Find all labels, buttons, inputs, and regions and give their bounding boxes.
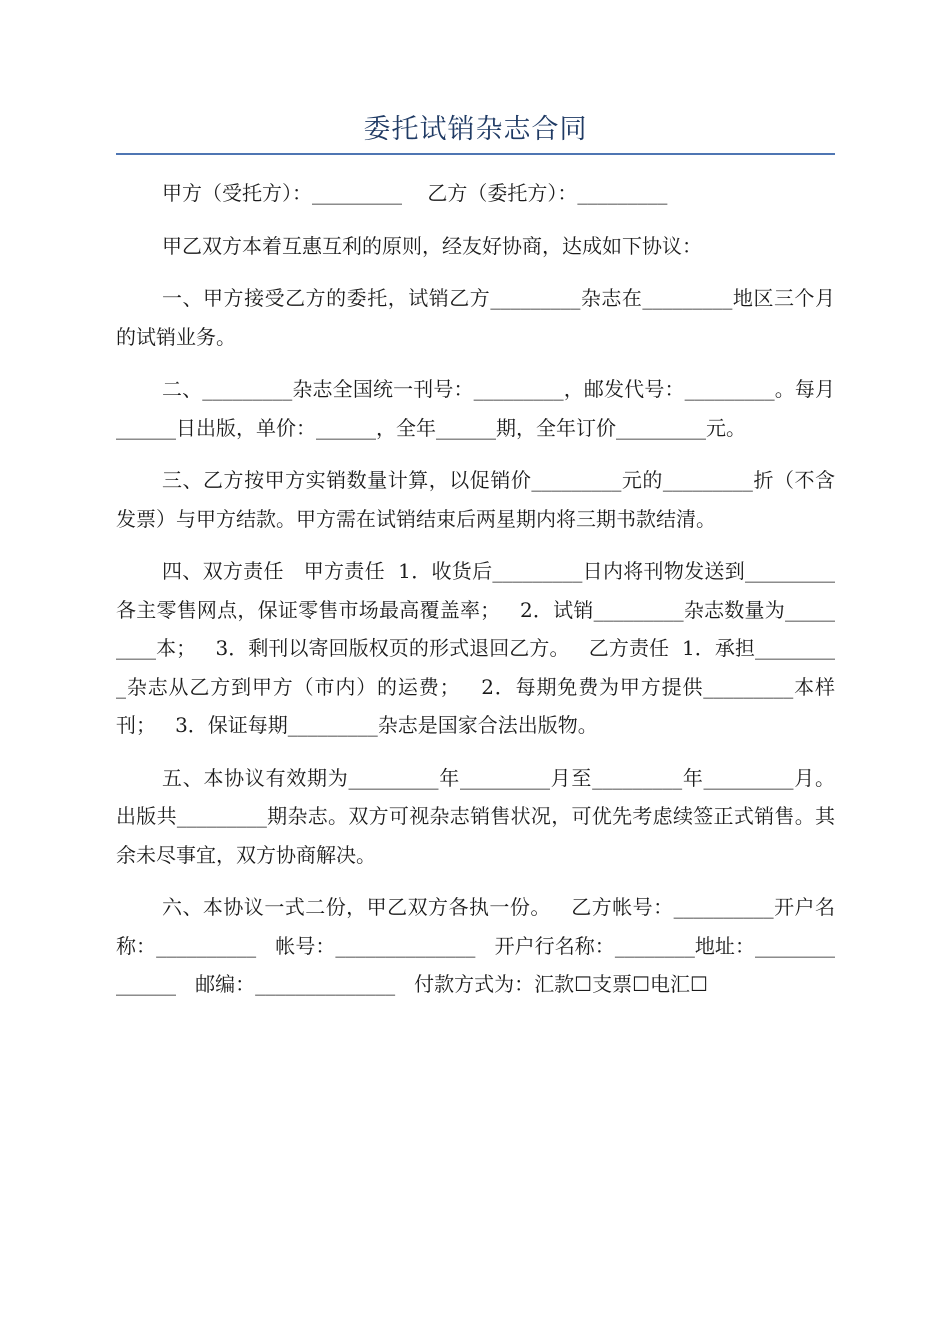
- clause-3-paragraph: 三、乙方按甲方实销数量计算，以促销价_________元的_________折（不含发票）与甲方结款。甲方需在试销结束后两星期内将三期书款结清。: [116, 468, 835, 531]
- document-body: [116, 174, 835, 1018]
- title-underline: [116, 153, 835, 155]
- clause-4-paragraph: 四、双方责任 甲方责任 1．收货后_________日内将刊物发送到_________各主零售网点，保证零售市场最高覆盖率； 2．试销_________杂志数量为_________本； 3．剩刊以寄回版权页的形式退回乙方。 乙方责任 1．承担_________杂志从乙方到甲方（市内）的运费； 2．每期免费为甲方提供_________本样刊； 3．保证每期_________杂志是国家合法出版物。: [116, 559, 835, 737]
- parties-line: 甲方（受托方）：_________ 乙方（委托方）：_________: [162, 181, 668, 205]
- document-title: 委托试销杂志合同: [363, 114, 588, 145]
- clause-5-paragraph: 五、本协议有效期为_________年_________月至_________年_________月。出版共_________期杂志。双方可视杂志销售状况，可优先考虑续签正式销售。其余未尽事宜，双方协商解决。: [116, 765, 835, 867]
- clause-6-paragraph: 六、本协议一式二份，甲乙双方各执一份。 乙方帐号：__________开户名称：__________ 帐号：______________ 开户行名称：________地址：______________ 邮编：______________ 付款方式为：汇款☐支票☐电汇☐: [116, 895, 835, 996]
- clause-1-paragraph: 一、甲方接受乙方的委托，试销乙方_________杂志在_________地区三个月的试销业务。: [116, 286, 835, 349]
- clause-2-paragraph: 二、_________杂志全国统一刊号：_________，邮发代号：_________。每月______日出版，单价：______，全年______期，全年订价_________元。: [116, 377, 835, 440]
- preamble-paragraph: 甲乙双方本着互惠互利的原则，经友好协商，达成如下协议：: [162, 233, 702, 258]
